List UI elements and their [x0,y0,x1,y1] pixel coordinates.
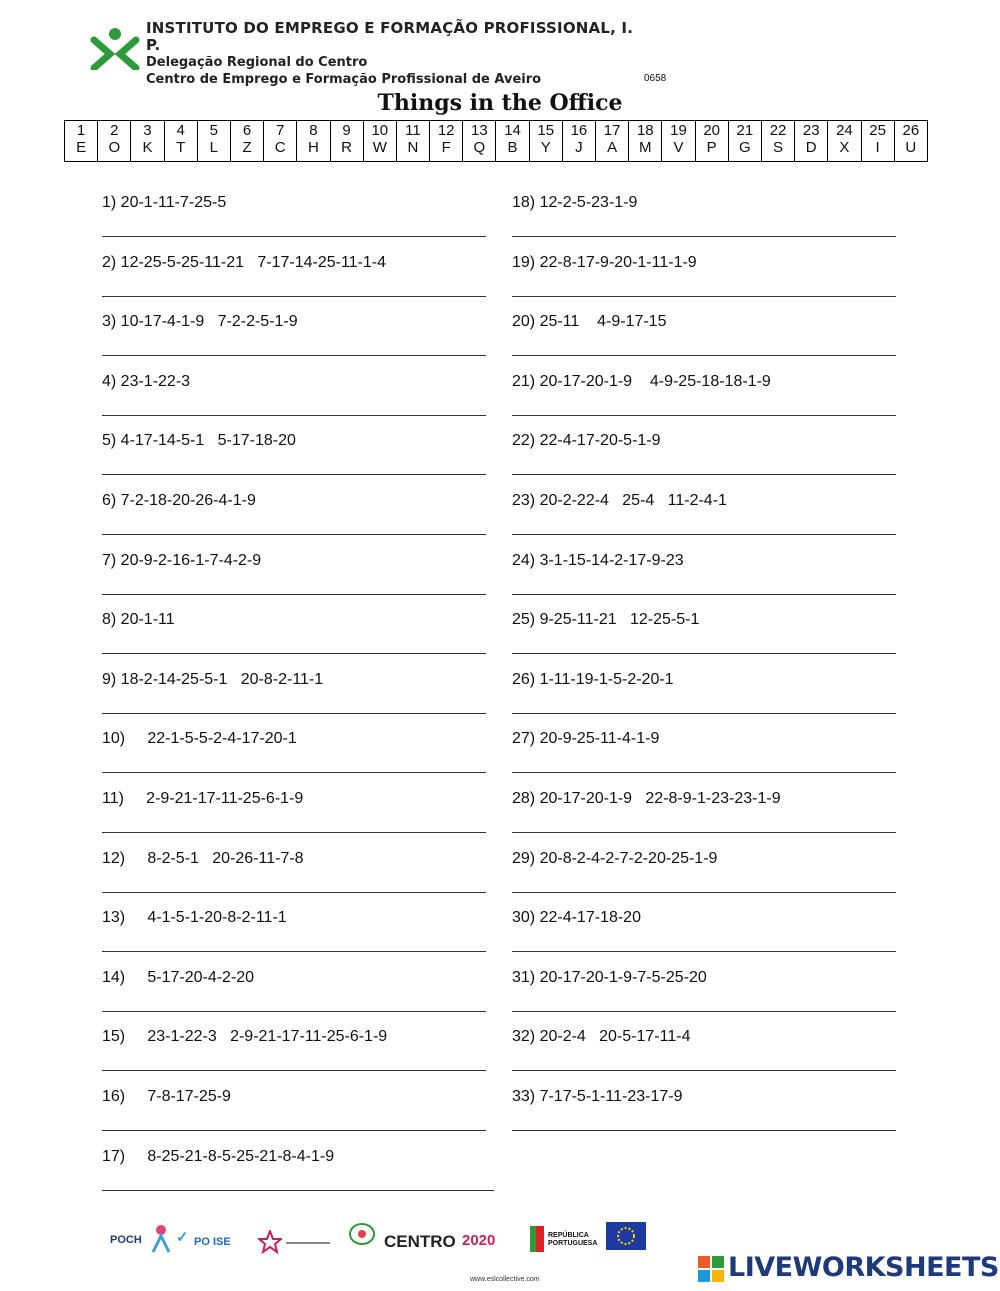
key-number: 19 [670,122,687,139]
answer-line[interactable] [102,713,486,714]
question-text: 28) 20-17-20-1-9 22-8-9-1-23-23-1-9 [512,790,781,807]
answer-line[interactable] [102,1190,494,1191]
answer-line[interactable] [512,474,896,475]
divider [286,1242,330,1244]
question-text: 1) 20-1-11-7-25-5 [102,194,227,211]
key-number: 10 [371,122,389,139]
key-cell [430,121,463,162]
key-cell [529,121,562,162]
key-number: 23 [802,122,820,139]
question-text: 16) 7-8-17-25-9 [102,1088,231,1105]
centro-logo: CENTRO [384,1232,456,1251]
key-cell [297,121,330,162]
key-cell [828,121,861,162]
key-number: 15 [537,122,555,139]
key-letter: P [706,139,717,156]
key-letter: F [441,139,451,156]
key-cell [894,121,927,162]
answer-line[interactable] [102,1130,486,1131]
answer-line[interactable] [102,474,486,475]
answer-line[interactable] [102,415,486,416]
org-line-1: INSTITUTO DO EMPREGO E FORMAÇÃO PROFISSIONAL, I. P. [146,19,634,54]
answer-line[interactable] [102,355,486,356]
key-cell [65,121,98,162]
key-number: 3 [143,122,152,139]
question-text: 17) 8-25-21-8-5-25-21-8-4-1-9 [102,1147,335,1165]
question-text: 15) 23-1-22-3 2-9-21-17-11-25-6-1-9 [102,1028,388,1046]
answer-line[interactable] [512,355,896,356]
answer-line[interactable] [102,296,486,297]
key-cell [795,121,828,162]
key-number: 21 [736,122,754,139]
key-cell [164,121,197,162]
key-cell [861,121,894,162]
key-letter: I [875,139,880,156]
key-cell [463,121,496,162]
key-cell [695,121,728,162]
organization-name [146,20,650,88]
answer-line[interactable] [512,832,896,833]
answer-line[interactable] [102,892,486,893]
org-line-2: Delegação Regional do Centro [146,55,368,70]
liveworksheets-logo-icon [698,1256,724,1282]
key-number: 13 [471,122,488,139]
key-number: 5 [209,122,219,139]
key-cell [197,121,230,162]
key-letter: O [108,139,121,156]
key-number: 25 [869,122,886,139]
iefp-logo [90,26,140,70]
question-text: 9) 18-2-14-25-5-1 20-8-2-11-1 [102,670,324,688]
key-letter: T [176,139,186,156]
question-text: 4) 23-1-22-3 [102,372,191,390]
key-letter: L [209,139,219,156]
answer-line[interactable] [512,236,896,237]
flag-icon [530,1226,544,1252]
answer-line[interactable] [102,594,486,595]
answer-line[interactable] [512,772,896,773]
question-text: 20) 25-11 4-9-17-15 [512,313,667,331]
key-number: 7 [276,122,285,139]
key-cell [596,121,629,162]
answer-line[interactable] [512,951,896,952]
liveworksheets-text: LIVEWORKSHEETS [728,1252,999,1283]
question-text: 12) 8-2-5-1 20-26-11-7-8 [102,849,304,867]
key-number: 14 [504,122,521,139]
cipher-key-table [64,120,928,162]
question-text: 31) 20-17-20-1-9-7-5-25-20 [512,968,707,986]
key-number: 17 [603,122,621,139]
page-title: Things in the Office [377,90,623,116]
key-letter: J [575,139,583,156]
key-cell [761,121,794,162]
answer-line[interactable] [512,1130,896,1131]
poise-logo: PO ISE [194,1236,231,1248]
key-cell [131,121,164,162]
liveworksheets-brand [698,1252,998,1284]
question-text: 33) 7-17-5-1-11-23-17-9 [512,1088,683,1105]
answer-line[interactable] [512,415,896,416]
key-cell [396,121,429,162]
answer-line[interactable] [512,653,896,654]
key-letter: M [639,139,652,156]
question-text: 25) 9-25-11-21 12-25-5-1 [512,611,700,629]
answer-line[interactable] [102,772,486,773]
key-cell [662,121,695,162]
answer-line[interactable] [102,653,486,654]
key-letter: Z [242,139,252,156]
question-text: 7) 20-9-2-16-1-7-4-2-9 [102,551,262,569]
question-text: 30) 22-4-17-18-20 [512,909,641,927]
key-letter: B [507,139,518,156]
key-cell [330,121,363,162]
question-text: 8) 20-1-11 [102,611,175,629]
document-code: 0658 [644,73,667,84]
portugal-2020-logo: 2020 [462,1232,496,1249]
key-number: 20 [703,122,720,139]
question-text: 13) 4-1-5-1-20-8-2-11-1 [102,909,287,927]
key-letter: Q [473,139,486,156]
question-text: 23) 20-2-22-4 25-4 11-2-4-1 [512,492,727,509]
eu-flag-icon [606,1222,646,1252]
key-letter: R [341,139,353,156]
figure-icon [150,1224,172,1254]
speech-bubble-logo-icon [348,1222,376,1254]
answer-line[interactable] [102,1011,486,1012]
key-letter: K [142,139,153,156]
question-text: 10) 22-1-5-5-2-4-17-20-1 [102,730,297,748]
question-text: 18) 12-2-5-23-1-9 [512,194,638,211]
key-cell [629,121,662,162]
question-text: 32) 20-2-4 20-5-17-11-4 [512,1028,691,1046]
key-cell [264,121,297,162]
key-number: 2 [110,122,119,139]
key-letter: Y [540,139,551,156]
answer-line[interactable] [102,236,486,237]
key-letter: S [773,139,784,156]
answer-line[interactable] [512,1011,896,1012]
question-text: 11) 2-9-21-17-11-25-6-1-9 [102,790,304,807]
key-cell [562,121,595,162]
key-number: 4 [176,122,185,139]
answer-line[interactable] [102,951,486,952]
answer-line[interactable] [102,832,486,833]
key-cell [728,121,761,162]
key-letter: D [805,139,817,156]
key-letter: V [673,139,684,156]
key-letter: U [905,139,917,156]
answer-line[interactable] [102,534,486,535]
key-number: 24 [836,122,853,139]
republica-logo: REPÚBLICA PORTUGUESA [548,1232,598,1247]
answer-line[interactable] [102,1070,486,1071]
key-letter: C [274,139,286,156]
poch-logo: POCH [110,1234,142,1246]
question-text: 3) 10-17-4-1-9 7-2-2-5-1-9 [102,313,298,331]
answer-line[interactable] [512,296,896,297]
key-letter: N [407,139,419,156]
question-text: 21) 20-17-20-1-9 4-9-25-18-18-1-9 [512,372,771,390]
question-text: 29) 20-8-2-4-2-7-2-20-25-1-9 [512,849,718,867]
answer-line[interactable] [512,534,896,535]
question-text: 19) 22-8-17-9-20-1-11-1-9 [512,253,697,271]
key-number: 11 [405,122,421,139]
question-text: 14) 5-17-20-4-2-20 [102,968,255,986]
question-text: 22) 22-4-17-20-5-1-9 [512,432,661,450]
key-letter: G [739,139,751,156]
star-logo-icon [258,1230,282,1254]
header [90,19,650,87]
key-letter: E [76,139,87,156]
key-cell [363,121,396,162]
key-number: 9 [342,122,351,139]
question-text: 6) 7-2-18-20-26-4-1-9 [102,492,256,509]
key-letter: X [839,139,850,156]
key-letter: H [307,139,319,156]
question-text: 27) 20-9-25-11-4-1-9 [512,730,660,748]
key-number: 18 [636,122,654,139]
key-number: 22 [769,122,787,139]
key-letter: A [607,139,618,156]
answer-line[interactable] [512,594,896,595]
key-cell [98,121,131,162]
key-letter: W [372,139,387,156]
question-text: 26) 1-11-19-1-5-2-20-1 [512,670,674,688]
key-cell [496,121,529,162]
key-number: 6 [242,122,252,139]
answer-line[interactable] [512,892,896,893]
question-text: 5) 4-17-14-5-1 5-17-18-20 [102,432,296,450]
v-icon: ✓ [176,1229,189,1246]
org-line-3: Centro de Emprego e Formação Profissional de Aveiro [146,72,542,87]
key-cell [230,121,263,162]
question-text: 2) 12-25-5-25-11-21 7-17-14-25-11-1-4 [102,253,387,271]
key-number: 12 [437,122,455,139]
answer-line[interactable] [512,713,896,714]
answer-line[interactable] [512,1070,896,1071]
site-url: www.eslcollective.com [470,1276,540,1283]
footer-logos [110,1222,650,1266]
key-number: 16 [570,122,588,139]
key-number: 1 [76,122,86,139]
question-text: 24) 3-1-15-14-2-17-9-23 [512,551,684,569]
key-number: 8 [309,122,318,139]
key-number: 26 [902,122,920,139]
